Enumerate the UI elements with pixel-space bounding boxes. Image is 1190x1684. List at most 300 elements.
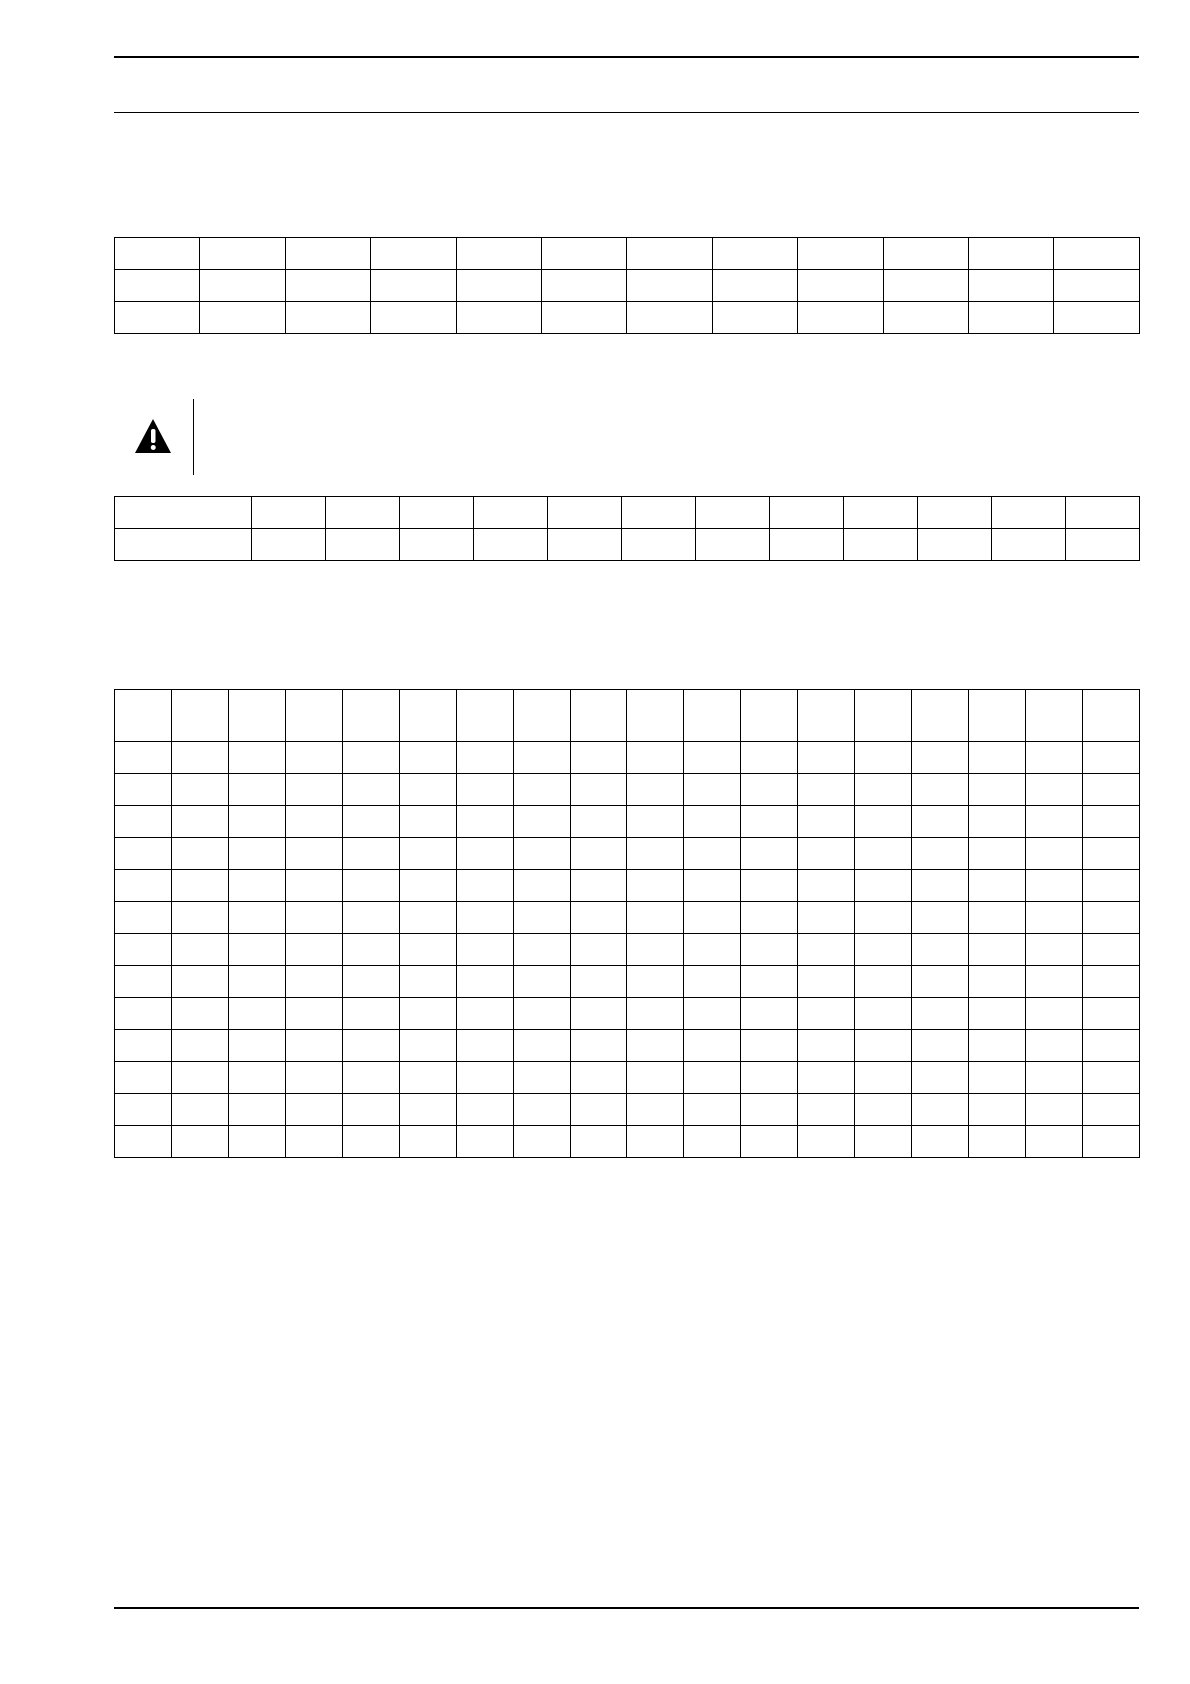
table-cell xyxy=(798,902,855,934)
table-cell xyxy=(741,966,798,998)
table-cell xyxy=(1082,774,1139,806)
table-cell xyxy=(855,934,912,966)
table-cell xyxy=(285,966,342,998)
table-cell xyxy=(912,1094,969,1126)
table-cell xyxy=(456,934,513,966)
table-cell xyxy=(285,774,342,806)
table-cell xyxy=(456,742,513,774)
table-cell xyxy=(513,998,570,1030)
table-cell xyxy=(115,934,172,966)
table-row xyxy=(115,529,1140,561)
table-cell xyxy=(399,742,456,774)
table-cell xyxy=(912,806,969,838)
table-row xyxy=(115,966,1140,998)
table-cell xyxy=(115,690,172,742)
table-cell xyxy=(342,998,399,1030)
table-cell xyxy=(1082,902,1139,934)
table-cell xyxy=(228,1094,285,1126)
table-cell xyxy=(200,238,285,270)
table-cell xyxy=(456,870,513,902)
table-cell xyxy=(570,1030,627,1062)
table-cell xyxy=(627,838,684,870)
table-cell xyxy=(399,806,456,838)
table-cell xyxy=(228,742,285,774)
warning-divider xyxy=(193,399,194,475)
table-cell xyxy=(115,497,252,529)
table-cell xyxy=(741,838,798,870)
table-cell xyxy=(969,742,1026,774)
table-cell xyxy=(798,838,855,870)
table-cell xyxy=(1054,270,1140,302)
table-cell xyxy=(228,1062,285,1094)
table-cell xyxy=(855,774,912,806)
table-cell xyxy=(912,934,969,966)
table-cell xyxy=(969,998,1026,1030)
table-cell xyxy=(741,1126,798,1158)
table-row xyxy=(115,690,1140,742)
table-cell xyxy=(798,934,855,966)
table-cell xyxy=(912,870,969,902)
table-cell xyxy=(456,1094,513,1126)
table-cell xyxy=(1026,902,1083,934)
table-cell xyxy=(883,238,968,270)
table-cell xyxy=(855,966,912,998)
table-cell xyxy=(992,529,1066,561)
table-cell xyxy=(855,1062,912,1094)
table-cell xyxy=(399,934,456,966)
table-cell xyxy=(342,806,399,838)
table-cell xyxy=(969,238,1054,270)
table-cell xyxy=(627,1062,684,1094)
table-cell xyxy=(855,998,912,1030)
table-row xyxy=(115,1030,1140,1062)
table-cell xyxy=(1026,934,1083,966)
table-cell xyxy=(798,302,883,334)
table-cell xyxy=(228,870,285,902)
table-cell xyxy=(855,838,912,870)
table-cell xyxy=(969,1094,1026,1126)
table-row xyxy=(115,774,1140,806)
table-cell xyxy=(570,1126,627,1158)
table-cell xyxy=(798,806,855,838)
table-cell xyxy=(883,302,968,334)
table-cell xyxy=(171,1030,228,1062)
table-cell xyxy=(456,1030,513,1062)
table-cell xyxy=(399,1030,456,1062)
table-cell xyxy=(684,902,741,934)
table-cell xyxy=(115,774,172,806)
table-cell xyxy=(770,497,844,529)
table-cell xyxy=(684,806,741,838)
table-cell xyxy=(371,270,456,302)
table-cell xyxy=(741,902,798,934)
table-cell xyxy=(115,1062,172,1094)
table-cell xyxy=(115,806,172,838)
table-cell xyxy=(855,870,912,902)
table-cell xyxy=(342,1126,399,1158)
table-cell xyxy=(399,998,456,1030)
table-cell xyxy=(627,966,684,998)
table-cell xyxy=(798,966,855,998)
table-cell xyxy=(1026,1094,1083,1126)
table-cell xyxy=(918,529,992,561)
table-cell xyxy=(542,270,627,302)
table-cell xyxy=(456,774,513,806)
table-cell xyxy=(456,1062,513,1094)
table-cell xyxy=(627,870,684,902)
table-cell xyxy=(741,774,798,806)
table-cell xyxy=(969,1030,1026,1062)
table-cell xyxy=(627,742,684,774)
table-cell xyxy=(1066,497,1140,529)
table-row xyxy=(115,1126,1140,1158)
table-cell xyxy=(1082,1062,1139,1094)
table-cell xyxy=(696,497,770,529)
table-cell xyxy=(684,998,741,1030)
table-cell xyxy=(342,1030,399,1062)
warning-triangle-icon xyxy=(134,417,172,455)
table-cell xyxy=(171,934,228,966)
table-cell xyxy=(285,1094,342,1126)
table-cell xyxy=(542,302,627,334)
table-cell xyxy=(513,934,570,966)
table-cell xyxy=(285,902,342,934)
table-cell xyxy=(513,690,570,742)
table-cell xyxy=(1026,1030,1083,1062)
table-cell xyxy=(513,902,570,934)
table-cell xyxy=(912,1030,969,1062)
table-cell xyxy=(570,742,627,774)
table-cell xyxy=(1082,1126,1139,1158)
table-cell xyxy=(171,774,228,806)
table-cell xyxy=(285,238,370,270)
table-cell xyxy=(513,966,570,998)
table-cell xyxy=(770,529,844,561)
table-cell xyxy=(684,690,741,742)
table-cell xyxy=(285,1062,342,1094)
table-cell xyxy=(712,270,797,302)
table-cell xyxy=(741,742,798,774)
table-cell xyxy=(1026,690,1083,742)
table-cell xyxy=(741,690,798,742)
table-cell xyxy=(285,690,342,742)
table-row xyxy=(115,902,1140,934)
header-bottom-rule xyxy=(114,112,1139,113)
table-row xyxy=(115,1062,1140,1094)
table-row xyxy=(115,1094,1140,1126)
table-cell xyxy=(115,238,200,270)
table-cell xyxy=(342,870,399,902)
table-cell xyxy=(115,1030,172,1062)
table-cell xyxy=(200,302,285,334)
table-cell xyxy=(969,838,1026,870)
table-cell xyxy=(342,966,399,998)
table-cell xyxy=(912,1126,969,1158)
table-cell xyxy=(285,270,370,302)
table-cell xyxy=(115,998,172,1030)
table-cell xyxy=(399,1062,456,1094)
table-cell xyxy=(798,870,855,902)
table-cell xyxy=(570,998,627,1030)
table-row xyxy=(115,238,1140,270)
table-cell xyxy=(399,966,456,998)
table-cell xyxy=(798,690,855,742)
table-cell xyxy=(627,934,684,966)
table-cell xyxy=(741,934,798,966)
table-cell xyxy=(228,690,285,742)
table-cell xyxy=(1026,966,1083,998)
table-cell xyxy=(171,1126,228,1158)
table-cell xyxy=(252,529,326,561)
grid-table-2 xyxy=(114,496,1140,561)
table-cell xyxy=(844,497,918,529)
table-cell xyxy=(627,1126,684,1158)
table-cell xyxy=(474,497,548,529)
table-cell xyxy=(798,238,883,270)
table-cell xyxy=(285,870,342,902)
table-cell xyxy=(115,742,172,774)
table-cell xyxy=(474,529,548,561)
table-cell xyxy=(456,902,513,934)
table-cell xyxy=(844,529,918,561)
table-cell xyxy=(1082,742,1139,774)
table-cell xyxy=(285,806,342,838)
table-cell xyxy=(1026,806,1083,838)
table-row xyxy=(115,838,1140,870)
table-cell xyxy=(912,742,969,774)
table-cell xyxy=(684,966,741,998)
grid-table-3 xyxy=(114,689,1140,1158)
table-cell xyxy=(1026,1126,1083,1158)
table-cell xyxy=(855,1030,912,1062)
table-cell xyxy=(326,529,400,561)
table-cell xyxy=(228,902,285,934)
grid-table-1 xyxy=(114,237,1140,334)
table-cell xyxy=(969,806,1026,838)
table-cell xyxy=(513,742,570,774)
table-cell xyxy=(1082,1030,1139,1062)
table-cell xyxy=(912,998,969,1030)
table-cell xyxy=(200,270,285,302)
table-cell xyxy=(969,302,1054,334)
table-cell xyxy=(228,838,285,870)
table-cell xyxy=(627,238,712,270)
table-cell xyxy=(912,774,969,806)
table-cell xyxy=(798,998,855,1030)
table-row xyxy=(115,742,1140,774)
table-cell xyxy=(627,1030,684,1062)
table-cell xyxy=(684,870,741,902)
table-cell xyxy=(798,774,855,806)
table-cell xyxy=(1082,1094,1139,1126)
table-cell xyxy=(684,774,741,806)
table-cell xyxy=(399,774,456,806)
table-cell xyxy=(627,270,712,302)
table-cell xyxy=(371,302,456,334)
table-cell xyxy=(456,966,513,998)
table-cell xyxy=(684,1062,741,1094)
table-cell xyxy=(1054,238,1140,270)
table-cell xyxy=(399,838,456,870)
table-cell xyxy=(513,838,570,870)
table-cell xyxy=(1026,774,1083,806)
table-cell xyxy=(399,690,456,742)
table-cell xyxy=(456,1126,513,1158)
table-cell xyxy=(513,870,570,902)
table-cell xyxy=(696,529,770,561)
table-cell xyxy=(342,742,399,774)
table-cell xyxy=(115,1126,172,1158)
table-cell xyxy=(969,902,1026,934)
table-cell xyxy=(741,806,798,838)
table-cell xyxy=(400,529,474,561)
table-cell xyxy=(570,1094,627,1126)
table-cell xyxy=(171,998,228,1030)
table-cell xyxy=(513,1030,570,1062)
table-cell xyxy=(627,806,684,838)
table-cell xyxy=(513,1062,570,1094)
table-cell xyxy=(1026,838,1083,870)
table-cell xyxy=(798,1094,855,1126)
table-cell xyxy=(1082,966,1139,998)
table-cell xyxy=(918,497,992,529)
table-cell xyxy=(228,998,285,1030)
table-cell xyxy=(798,1062,855,1094)
table-cell xyxy=(228,1030,285,1062)
table-row xyxy=(115,497,1140,529)
table-cell xyxy=(115,302,200,334)
table-cell xyxy=(456,690,513,742)
table-row xyxy=(115,934,1140,966)
table-cell xyxy=(1082,998,1139,1030)
table-cell xyxy=(712,238,797,270)
table-cell xyxy=(342,1094,399,1126)
table-cell xyxy=(342,1062,399,1094)
table-cell xyxy=(855,742,912,774)
table-cell xyxy=(171,742,228,774)
table-cell xyxy=(171,966,228,998)
table-cell xyxy=(115,270,200,302)
table-cell xyxy=(115,902,172,934)
table-cell xyxy=(285,302,370,334)
table-cell xyxy=(171,1094,228,1126)
table-cell xyxy=(548,529,622,561)
table-cell xyxy=(1082,838,1139,870)
table-cell xyxy=(1082,690,1139,742)
table-cell xyxy=(1026,998,1083,1030)
table-cell xyxy=(712,302,797,334)
table-cell xyxy=(622,497,696,529)
table-cell xyxy=(855,902,912,934)
table-cell xyxy=(798,1030,855,1062)
table-cell xyxy=(115,529,252,561)
table-cell xyxy=(969,270,1054,302)
table-cell xyxy=(542,238,627,270)
table-cell xyxy=(798,270,883,302)
table-cell xyxy=(285,1030,342,1062)
table-cell xyxy=(1082,870,1139,902)
table-cell xyxy=(456,302,541,334)
table-cell xyxy=(400,497,474,529)
table-cell xyxy=(627,690,684,742)
table-cell xyxy=(912,902,969,934)
table-cell xyxy=(285,1126,342,1158)
table-cell xyxy=(622,529,696,561)
table-cell xyxy=(171,870,228,902)
table-cell xyxy=(228,934,285,966)
table-cell xyxy=(456,838,513,870)
table-cell xyxy=(684,1094,741,1126)
table-cell xyxy=(684,1126,741,1158)
table-cell xyxy=(741,1030,798,1062)
table-cell xyxy=(228,806,285,838)
table-cell xyxy=(741,998,798,1030)
table-cell xyxy=(342,838,399,870)
table-cell xyxy=(1082,934,1139,966)
table-cell xyxy=(1054,302,1140,334)
table-cell xyxy=(456,270,541,302)
table-cell xyxy=(399,1094,456,1126)
table-cell xyxy=(285,998,342,1030)
table-cell xyxy=(1026,1062,1083,1094)
table-cell xyxy=(855,690,912,742)
table-row xyxy=(115,806,1140,838)
table-cell xyxy=(912,966,969,998)
table-cell xyxy=(1066,529,1140,561)
table-cell xyxy=(371,238,456,270)
table-cell xyxy=(399,870,456,902)
table-cell xyxy=(285,934,342,966)
table-cell xyxy=(342,934,399,966)
table-cell xyxy=(627,302,712,334)
table-cell xyxy=(513,806,570,838)
table-row xyxy=(115,870,1140,902)
table-cell xyxy=(912,1062,969,1094)
table-cell xyxy=(456,238,541,270)
table-cell xyxy=(912,690,969,742)
table-cell xyxy=(798,1126,855,1158)
table-row xyxy=(115,302,1140,334)
table-cell xyxy=(684,742,741,774)
table-cell xyxy=(570,902,627,934)
table-cell xyxy=(969,774,1026,806)
table-cell xyxy=(912,838,969,870)
table-cell xyxy=(570,838,627,870)
table-cell xyxy=(285,742,342,774)
table-cell xyxy=(1026,742,1083,774)
table-cell xyxy=(969,870,1026,902)
table-cell xyxy=(969,966,1026,998)
table-cell xyxy=(969,934,1026,966)
table-cell xyxy=(684,838,741,870)
table-cell xyxy=(342,690,399,742)
table-cell xyxy=(855,1126,912,1158)
table-cell xyxy=(969,1126,1026,1158)
table-cell xyxy=(1082,806,1139,838)
table-cell xyxy=(115,966,172,998)
table-cell xyxy=(342,902,399,934)
table-cell xyxy=(1026,870,1083,902)
table-row xyxy=(115,998,1140,1030)
table-cell xyxy=(855,1094,912,1126)
table-cell xyxy=(456,806,513,838)
table-cell xyxy=(992,497,1066,529)
table-cell xyxy=(570,690,627,742)
table-cell xyxy=(570,966,627,998)
table-cell xyxy=(342,774,399,806)
table-cell xyxy=(115,1094,172,1126)
table-cell xyxy=(228,1126,285,1158)
